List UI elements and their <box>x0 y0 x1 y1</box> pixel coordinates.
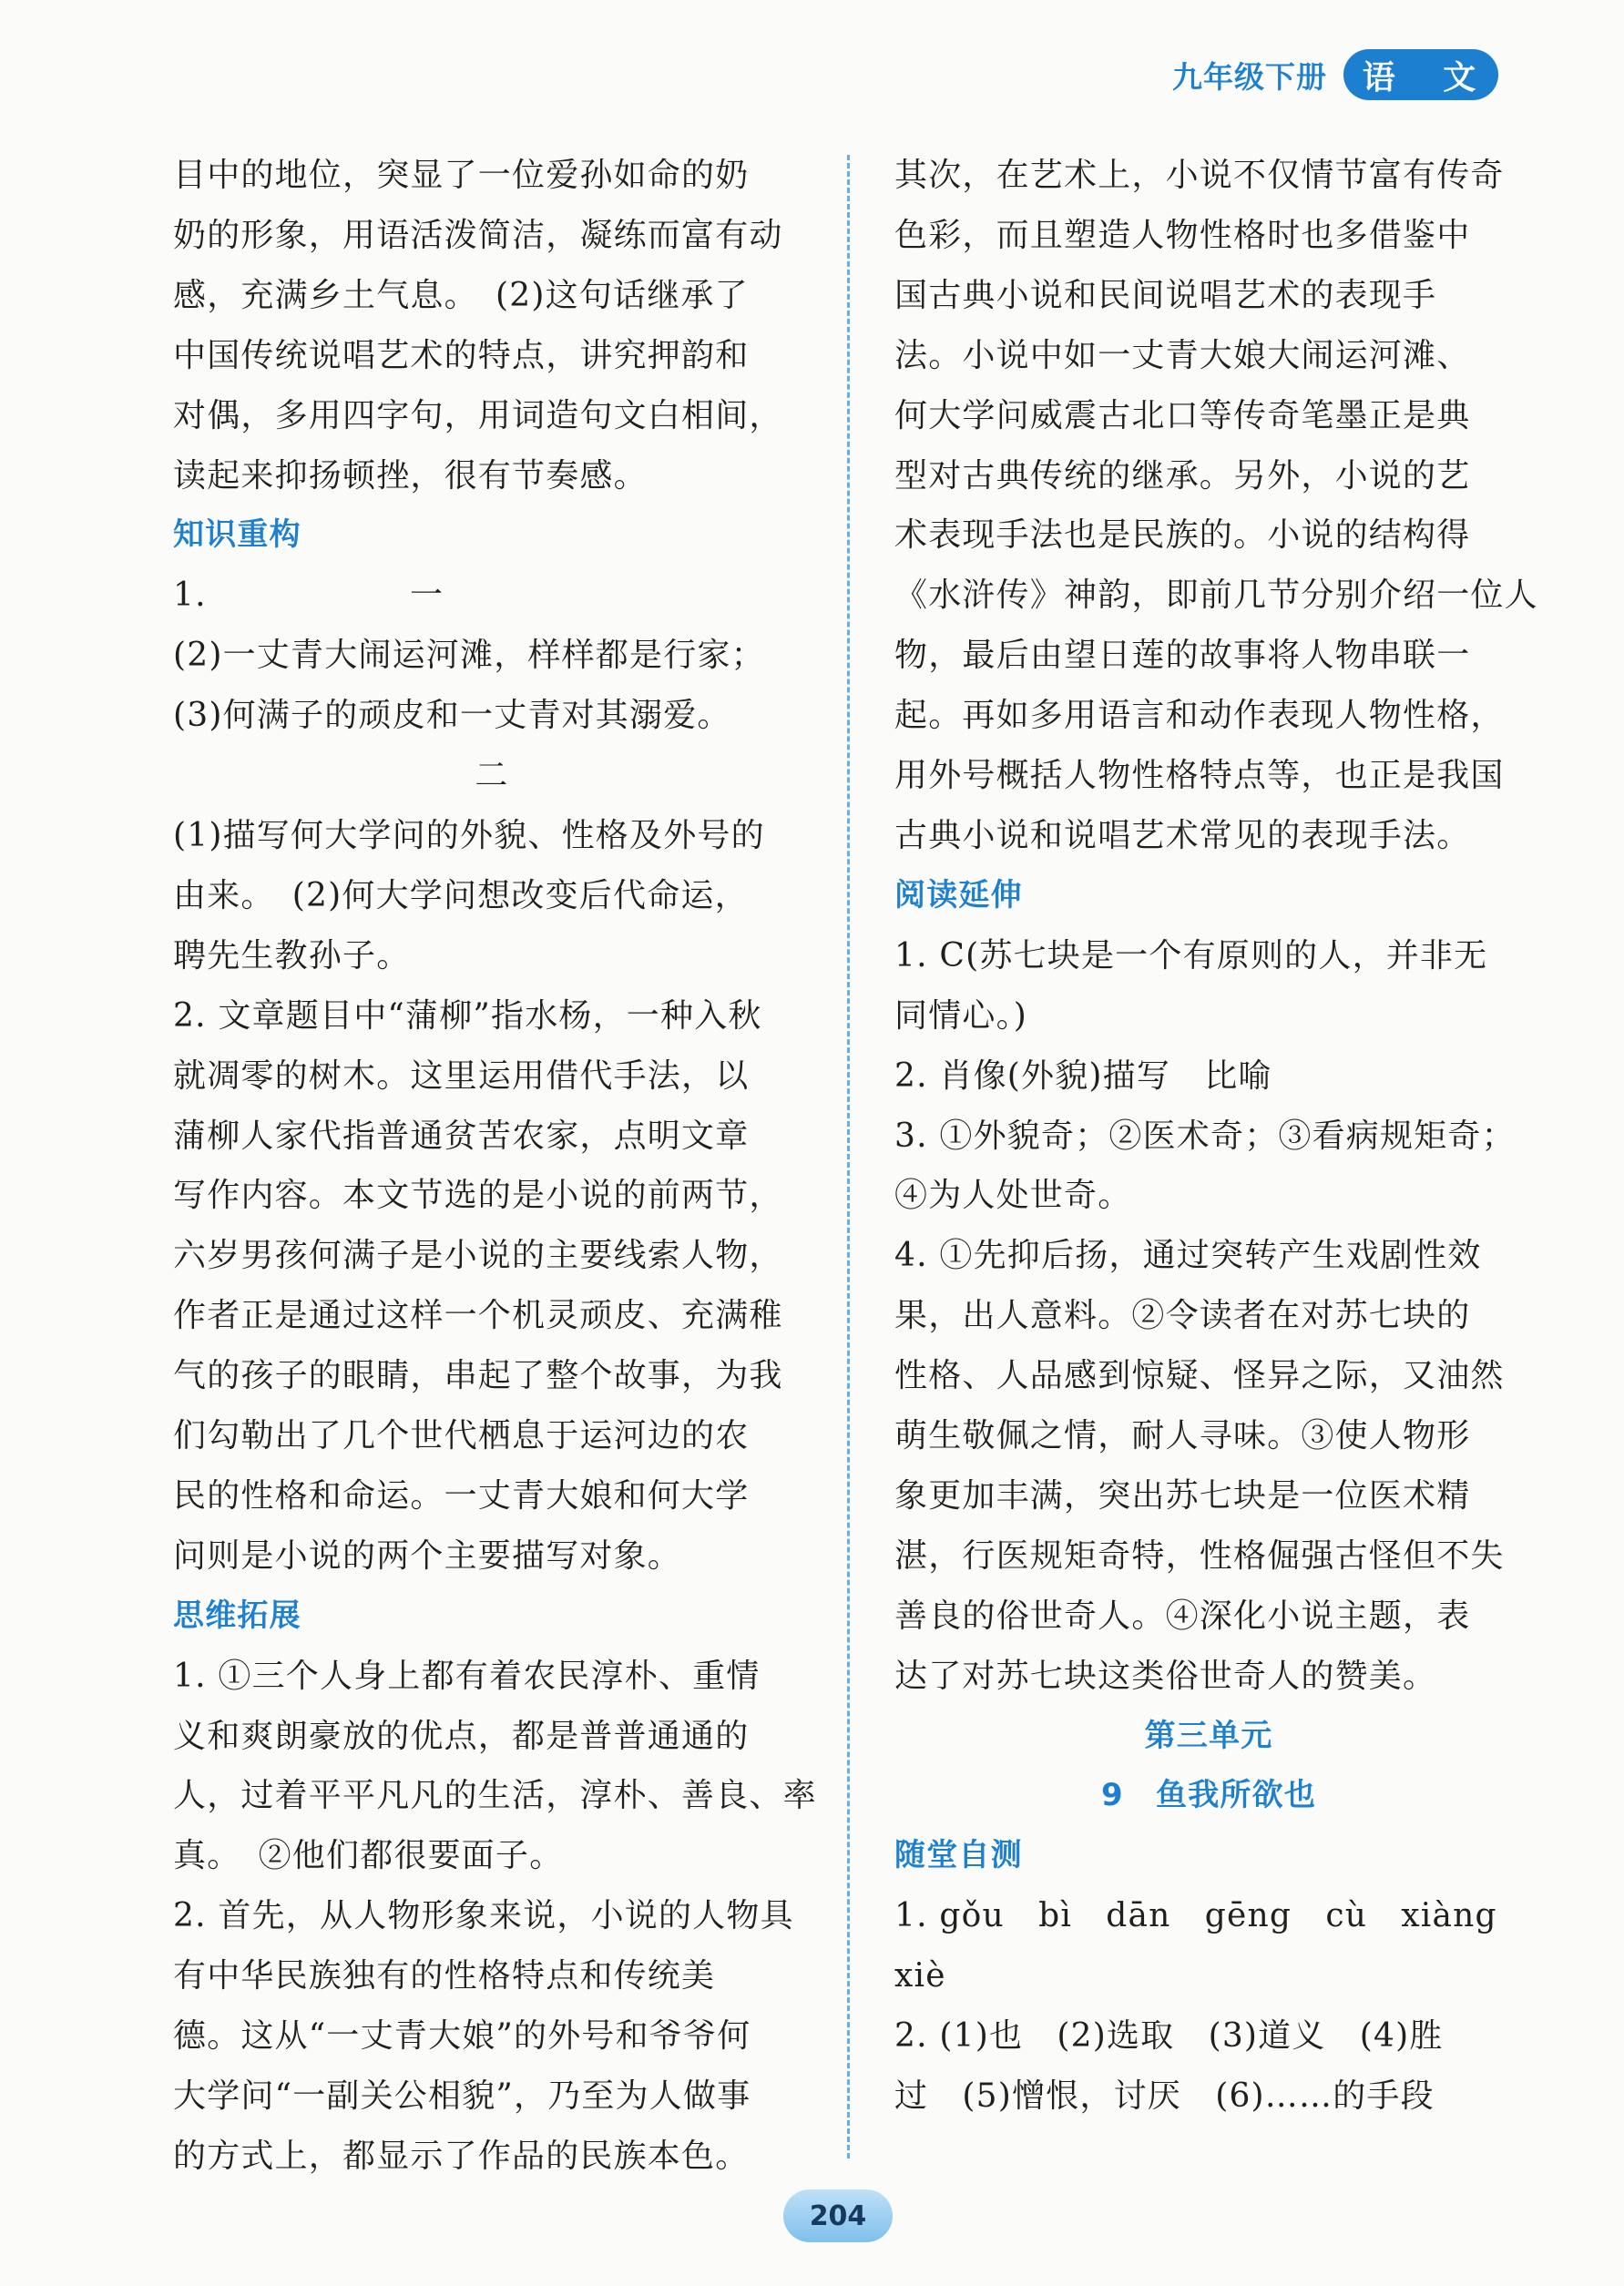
text-line: 1. C(苏七块是一个有原则的人，并非无 <box>894 936 1488 975</box>
text-line: 同情心。) <box>894 996 1028 1035</box>
text-line: 2. 首先，从人物形象来说，小说的人物具 <box>173 1897 794 1935</box>
text-line: 术表现手法也是民族的。小说的结构得 <box>894 516 1471 555</box>
text-line: 法。小说中如一丈青大娘大闹运河滩、 <box>894 336 1471 374</box>
subsection-number: 二 <box>475 757 509 795</box>
text-line: 读起来抑扬顿挫，很有节奏感。 <box>173 456 648 495</box>
text-line: 3. ①外貌奇；②医术奇；③看病规矩奇； <box>894 1117 1516 1155</box>
text-line: 的方式上，都显示了作品的民族本色。 <box>173 2137 750 2175</box>
text-line: 2. (1)也 (2)选取 (3)道义 (4)胜 <box>894 2017 1444 2056</box>
text-line: 德。这从“一丈青大娘”的外号和爷爷何 <box>173 2017 751 2056</box>
text-line: (3)何满子的顽皮和一丈青对其溺爱。 <box>173 697 731 735</box>
text-line: 义和爽朗豪放的优点，都是普普通通的 <box>173 1717 750 1755</box>
section-heading-thinking: 思维拓展 <box>173 1597 301 1634</box>
text-line: 六岁男孩何满子是小说的主要线索人物， <box>173 1237 783 1275</box>
text-line: 4. ①先抑后扬，通过突转产生戏剧性效 <box>894 1237 1482 1275</box>
text-line: 1. gǒu bì dān gēng cù xiàng <box>894 1897 1497 1935</box>
left-column <box>173 146 817 2187</box>
right-column <box>894 146 1538 2127</box>
section-heading-knowledge: 知识重构 <box>173 516 301 554</box>
text-line: 问则是小说的两个主要描写对象。 <box>173 1536 682 1575</box>
text-line: 物，最后由望日莲的故事将人物串联一 <box>894 637 1471 675</box>
text-line: 湛，行医规矩奇特，性格倔强古怪但不失 <box>894 1536 1505 1575</box>
text-line: 2. 肖像(外貌)描写 比喻 <box>894 1056 1272 1095</box>
text-line: 过 (5)憎恨，讨厌 (6)……的手段 <box>894 2077 1435 2115</box>
text-line: 就凋零的树木。这里运用借代手法，以 <box>173 1056 750 1095</box>
text-line: 古典小说和说唱艺术常见的表现手法。 <box>894 816 1471 854</box>
page-header <box>1172 49 1498 100</box>
text-line: 大学问“一副关公相貌”，乃至为人做事 <box>173 2077 751 2115</box>
text-line: 由来。 (2)何大学问想改变后代命运， <box>173 876 749 914</box>
section-heading-reading: 阅读延伸 <box>894 876 1023 913</box>
subject-badge: 语 文 <box>1343 49 1498 100</box>
text-line: 其次，在艺术上，小说不仅情节富有传奇 <box>894 157 1505 194</box>
lesson-title: 9 鱼我所欲也 <box>1100 1777 1317 1814</box>
text-line: 聘先生教孙子。 <box>173 936 411 975</box>
text-line: 1. ①三个人身上都有着农民淳朴、重情 <box>173 1657 761 1695</box>
text-line: 国古典小说和民间说唱艺术的表现手 <box>894 276 1437 314</box>
grade-label: 九年级下册 <box>1172 58 1327 95</box>
page-number: 204 <box>783 2189 893 2242</box>
text-line: 真。 ②他们都很要面子。 <box>173 1837 564 1875</box>
text-line: ④为人处世奇。 <box>894 1177 1132 1215</box>
text-line: 达了对苏七块这类俗世奇人的赞美。 <box>894 1657 1437 1695</box>
text-line: 善良的俗世奇人。④深化小说主题，表 <box>894 1597 1471 1635</box>
text-line: 起。再如多用语言和动作表现人物性格， <box>894 697 1505 735</box>
text-line: 何大学问威震古北口等传奇笔墨正是典 <box>894 396 1471 434</box>
text-line: 民的性格和命运。一丈青大娘和何大学 <box>173 1476 750 1515</box>
text-line: xiè <box>894 1957 946 1995</box>
text-line: 人，过着平平凡凡的生活，淳朴、善良、率 <box>173 1777 817 1815</box>
text-line: 目中的地位，突显了一位爱孙如命的奶 <box>173 157 750 194</box>
unit-title: 第三单元 <box>1144 1717 1273 1754</box>
text-line: 奶的形象，用语活泼简洁，凝练而富有动 <box>173 216 783 254</box>
text-line: 萌生敬佩之情，耐人寻味。③使人物形 <box>894 1417 1471 1455</box>
text-line: 1. 一 <box>173 577 444 615</box>
column-divider <box>847 155 850 2158</box>
text-line: 对偶，多用四字句，用词造句文白相间， <box>173 396 783 434</box>
text-line: (1)描写何大学问的外貌、性格及外号的 <box>173 816 765 854</box>
text-line: 蒲柳人家代指普通贫苦农家，点明文章 <box>173 1117 750 1155</box>
text-line: (2)一丈青大闹运河滩，样样都是行家； <box>173 637 765 675</box>
text-line: 感，充满乡土气息。 (2)这句话继承了 <box>173 276 749 314</box>
text-line: 象更加丰满，突出苏七块是一位医术精 <box>894 1476 1471 1515</box>
text-line: 有中华民族独有的性格特点和传统美 <box>173 1957 716 1995</box>
text-line: 色彩，而且塑造人物性格时也多借鉴中 <box>894 216 1471 254</box>
text-line: 们勾勒出了几个世代栖息于运河边的农 <box>173 1417 750 1455</box>
text-line: 写作内容。本文节选的是小说的前两节， <box>173 1177 783 1215</box>
text-line: 2. 文章题目中“蒲柳”指水杨，一种入秋 <box>173 996 762 1035</box>
text-line: 性格、人品感到惊疑、怪异之际，又油然 <box>894 1357 1505 1395</box>
text-line: 气的孩子的眼睛，串起了整个故事，为我 <box>173 1357 783 1395</box>
text-line: 作者正是通过这样一个机灵顽皮、充满稚 <box>173 1297 783 1335</box>
text-line: 型对古典传统的继承。另外，小说的艺 <box>894 456 1471 495</box>
text-line: 《水浒传》神韵，即前几节分别介绍一位人 <box>894 577 1538 615</box>
text-line: 果，出人意料。②令读者在对苏七块的 <box>894 1297 1471 1335</box>
text-line: 中国传统说唱艺术的特点，讲究押韵和 <box>173 336 750 374</box>
text-line: 用外号概括人物性格特点等，也正是我国 <box>894 757 1505 795</box>
section-heading-quiz: 随堂自测 <box>894 1837 1023 1874</box>
